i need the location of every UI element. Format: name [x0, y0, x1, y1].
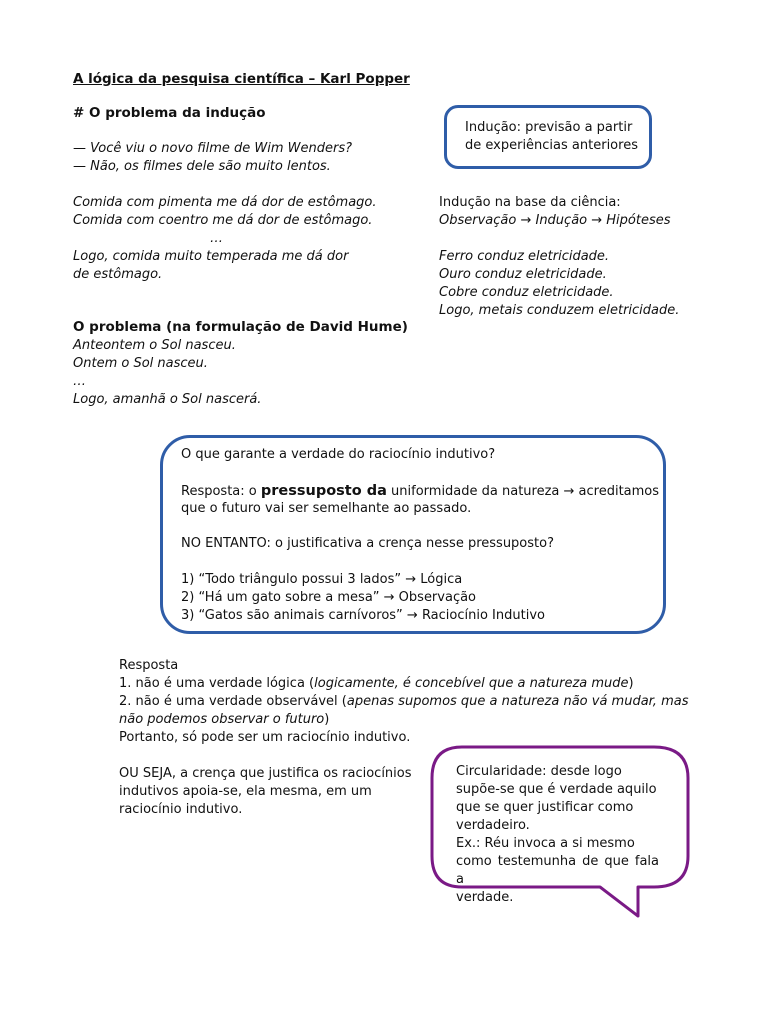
- response-line-1: [119, 675, 634, 693]
- induction-definition-box: [444, 105, 652, 169]
- center-answer-line-1: [181, 482, 659, 501]
- science-chain: Observação → Indução → Hipóteses: [439, 213, 671, 228]
- metal-line-1: Ferro conduz eletricidade.: [439, 249, 610, 264]
- center-item-1: 1) “Todo triângulo possui 3 lados” → Lógica: [181, 572, 463, 587]
- food-example-ellipsis: …: [210, 231, 223, 246]
- response-line-3-italic: não podemos observar o futuro: [119, 712, 325, 727]
- ou-seja-line-1: OU SEJA, a crença que justifica os raciocínios: [119, 766, 412, 781]
- circularity-line-1: Circularidade: desde logo: [456, 764, 622, 779]
- food-example-line-3: Logo, comida muito temperada me dá dor: [73, 249, 349, 264]
- response-line-2: [119, 693, 688, 711]
- center-item-3: 3) “Gatos são animais carnívoros” → Raciocínio Indutivo: [181, 608, 545, 623]
- circularity-line-4: verdadeiro.: [456, 818, 530, 833]
- circularity-line-6: como testemunha de que fala a: [456, 854, 659, 887]
- hume-ellipsis: …: [73, 374, 86, 389]
- ou-seja-line-3: raciocínio indutivo.: [119, 802, 243, 817]
- response-line-2-prefix: 2. não é uma verdade observável (: [119, 694, 347, 709]
- section-heading-induction: # O problema da indução: [73, 105, 266, 121]
- food-example-line-2: Comida com coentro me dá dor de estômago.: [73, 213, 373, 228]
- center-however: NO ENTANTO: o justificativa a crença nesse pressuposto?: [181, 536, 554, 551]
- hume-line-3: Logo, amanhã o Sol nascerá.: [73, 392, 262, 407]
- induction-box-line-1: Indução: previsão a partir: [465, 120, 633, 135]
- ou-seja-line-2: indutivos apoia-se, ela mesma, em um: [119, 784, 372, 799]
- response-line-4: Portanto, só pode ser um raciocínio indutivo.: [119, 730, 411, 745]
- metal-line-2: Ouro conduz eletricidade.: [439, 267, 607, 282]
- center-answer-prefix: Resposta: o: [181, 484, 261, 499]
- circularity-line-5: Ex.: Réu invoca a si mesmo: [456, 836, 635, 851]
- dialogue-line-2: — Não, os filmes dele são muito lentos.: [73, 159, 331, 174]
- page-title: A lógica da pesquisa científica – Karl Popper: [73, 71, 410, 87]
- circularity-line-3: que se quer justificar como: [456, 800, 634, 815]
- response-line-3: [119, 711, 329, 729]
- center-question-box: [160, 435, 666, 634]
- center-question: O que garante a verdade do raciocínio indutivo?: [181, 447, 496, 462]
- response-line-3-suffix: ): [324, 712, 330, 727]
- food-example-line-1: Comida com pimenta me dá dor de estômago.: [73, 195, 377, 210]
- circularity-line-7: verdade.: [456, 890, 514, 905]
- response-heading: Resposta: [119, 658, 179, 673]
- response-line-1-suffix: ): [628, 676, 634, 691]
- induction-box-line-2: de experiências anteriores: [465, 138, 638, 153]
- circularity-text: [456, 763, 659, 907]
- center-answer-suffix: uniformidade da natureza → acreditamos: [386, 484, 660, 499]
- response-line-1-italic: logicamente, é concebível que a natureza mude: [314, 676, 629, 691]
- center-answer-line-2: que o futuro vai ser semelhante ao passado.: [181, 501, 472, 516]
- center-answer-bold: pressuposto da: [260, 483, 387, 499]
- response-line-2-italic: apenas supomos que a natureza não vá mudar, mas: [346, 694, 689, 709]
- food-example-line-4: de estômago.: [73, 267, 163, 282]
- metal-line-3: Cobre conduz eletricidade.: [439, 285, 614, 300]
- response-line-1-prefix: 1. não é uma verdade lógica (: [119, 676, 315, 691]
- science-heading: Indução na base da ciência:: [439, 195, 621, 210]
- metal-line-4: Logo, metais conduzem eletricidade.: [439, 303, 680, 318]
- hume-heading: O problema (na formulação de David Hume): [73, 319, 408, 335]
- hume-line-1: Anteontem o Sol nasceu.: [73, 338, 236, 353]
- circularity-line-2: supõe-se que é verdade aquilo: [456, 782, 657, 797]
- dialogue-line-1: — Você viu o novo filme de Wim Wenders?: [73, 141, 353, 156]
- hume-line-2: Ontem o Sol nasceu.: [73, 356, 208, 371]
- center-item-2: 2) “Há um gato sobre a mesa” → Observação: [181, 590, 477, 605]
